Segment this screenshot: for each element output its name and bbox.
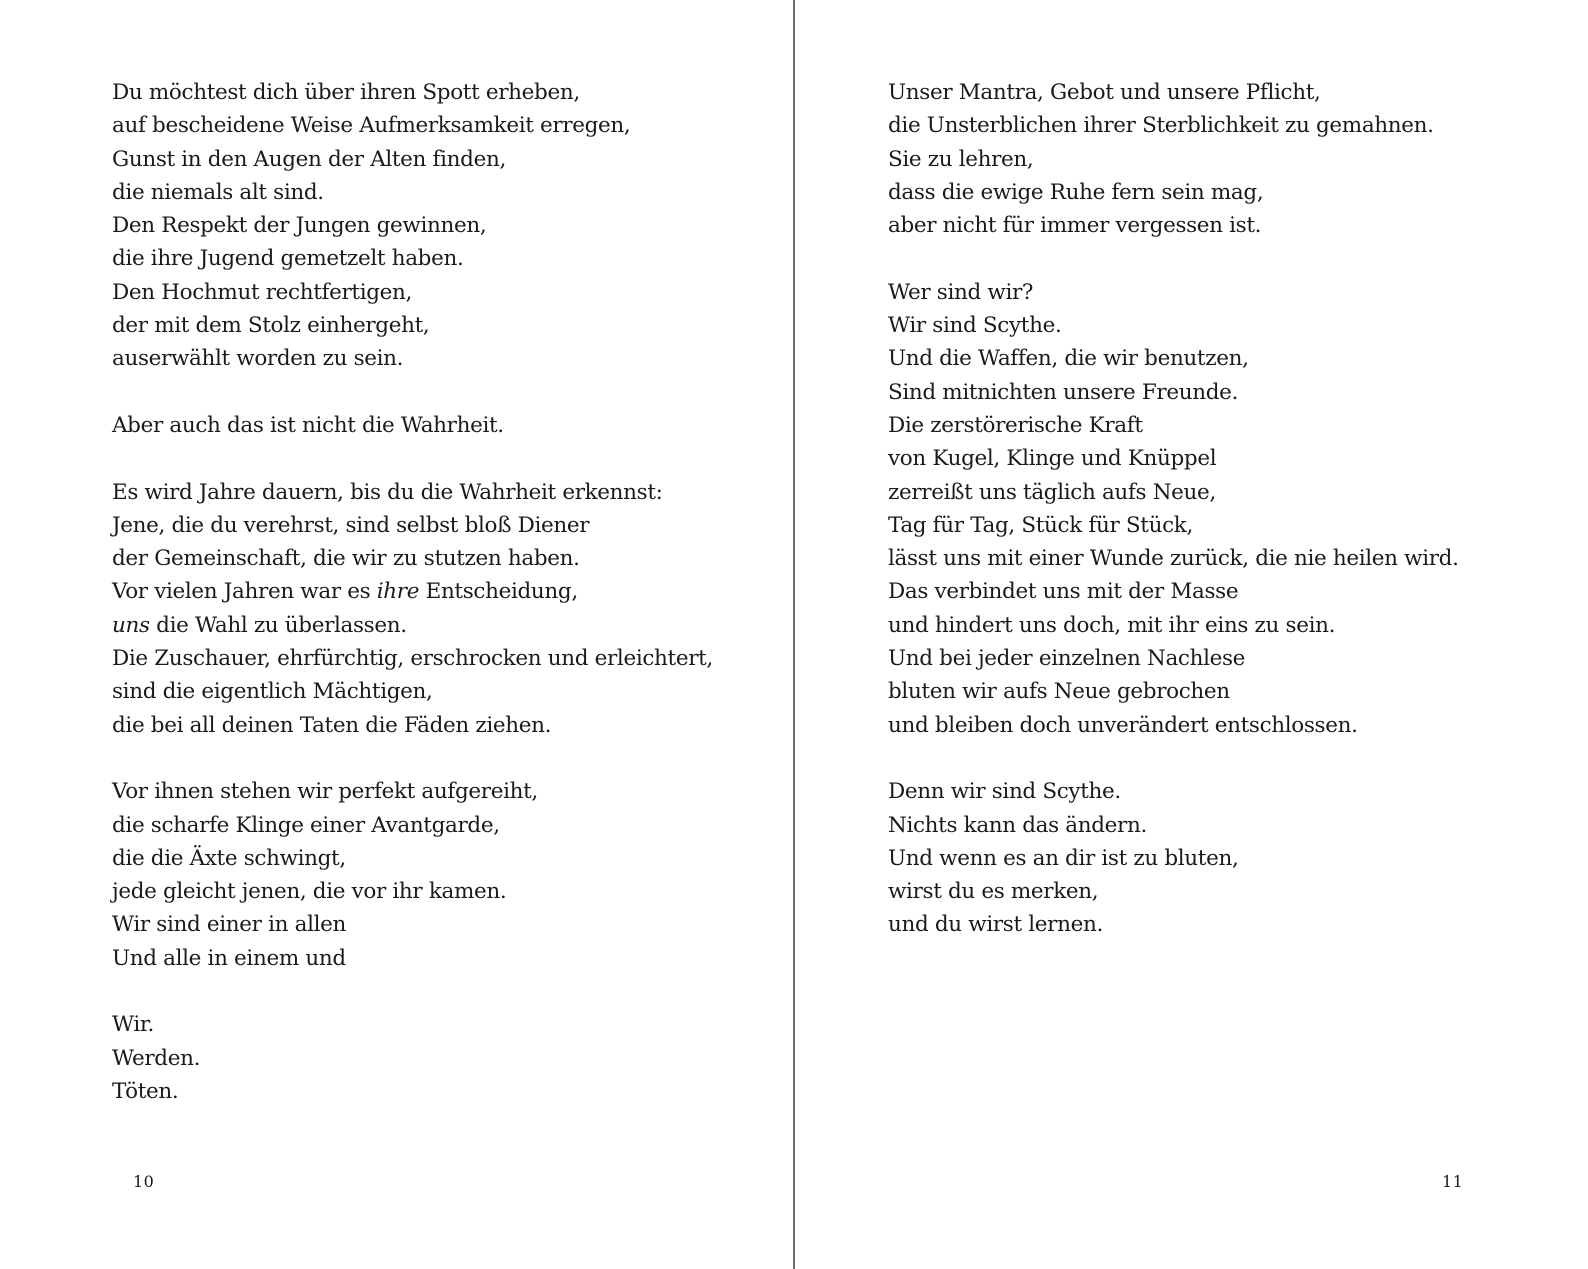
poem-line: die niemals alt sind. — [112, 179, 324, 205]
poem-line: der mit dem Stolz einhergeht, — [112, 313, 430, 339]
poem-line: Aber auch das ist nicht die Wahrheit. — [112, 412, 504, 438]
poem-line: auserwählt worden zu sein. — [112, 346, 404, 372]
poem-line: Wir sind einer in allen — [112, 912, 346, 938]
poem-line: Wir sind Scythe. — [888, 313, 1062, 339]
poem-line: Und wenn es an dir ist zu bluten, — [888, 845, 1239, 871]
poem-line: die ihre Jugend gemetzelt haben. — [112, 246, 464, 272]
stanza — [112, 1008, 713, 1108]
poem-line: Den Respekt der Jungen gewinnen, — [112, 213, 487, 239]
poem-line: Und alle in einem und — [112, 945, 346, 971]
line-text: die Wahl zu überlassen. — [149, 612, 407, 638]
stanza — [112, 476, 713, 742]
poem-line: Nichts kann das ändern. — [888, 812, 1147, 838]
poem-line: Werden. — [112, 1045, 201, 1071]
page-number-left: 10 — [133, 1172, 155, 1191]
poem-line: sind die eigentlich Mächtigen, — [112, 679, 433, 705]
line-text: Entscheidung, — [419, 579, 578, 605]
poem-line: Das verbindet uns mit der Masse — [888, 579, 1239, 605]
poem-line: lässt uns mit einer Wunde zurück, die nie heilen wird. — [888, 546, 1459, 572]
poem-line: Und bei jeder einzelnen Nachlese — [888, 646, 1246, 672]
line-text: Vor vielen Jahren war es — [112, 579, 377, 605]
poem-line: Den Hochmut rechtfertigen, — [112, 279, 413, 305]
poem-line — [112, 575, 713, 608]
poem-line: zerreißt uns täglich aufs Neue, — [888, 479, 1216, 505]
poem-line: Die zerstörerische Kraft — [888, 412, 1143, 438]
poem-line: Du möchtest dich über ihren Spott erheben, — [112, 80, 580, 105]
poem-line: Es wird Jahre dauern, bis du die Wahrheit erkennst: — [112, 479, 663, 505]
poem-line: Töten. — [112, 1078, 179, 1104]
poem-line: die Unsterblichen ihrer Sterblichkeit zu gemahnen. — [888, 113, 1434, 139]
poem-line: Jene, die du verehrst, sind selbst bloß Diener — [112, 512, 590, 538]
italic-emphasis: uns — [112, 612, 150, 638]
italic-emphasis: ihre — [376, 579, 420, 605]
stanza — [112, 775, 713, 975]
stanza — [888, 775, 1459, 941]
poem-line: und hindert uns doch, mit ihr eins zu sein. — [888, 612, 1336, 638]
poem-line: Tag für Tag, Stück für Stück, — [888, 512, 1193, 538]
poem-line: Gunst in den Augen der Alten finden, — [112, 146, 506, 172]
poem-line: Wer sind wir? — [888, 279, 1034, 305]
poem-line — [112, 609, 713, 642]
poem-line: auf bescheidene Weise Aufmerksamkeit erregen, — [112, 113, 631, 139]
page-number-right: 11 — [1442, 1172, 1464, 1191]
poem-line: die die Äxte schwingt, — [112, 845, 346, 871]
gutter-divider — [793, 0, 795, 1269]
poem-line: Die Zuschauer, ehrfürchtig, erschrocken und erleichtert, — [112, 646, 713, 672]
poem-line: dass die ewige Ruhe fern sein mag, — [888, 179, 1264, 205]
stanza — [888, 276, 1459, 742]
poem-line: die scharfe Klinge einer Avantgarde, — [112, 812, 500, 838]
stanza — [112, 409, 713, 442]
stanza — [112, 76, 713, 376]
poem-line: und bleiben doch unverändert entschlossen. — [888, 712, 1358, 738]
poem-line: Sie zu lehren, — [888, 146, 1034, 172]
poem-line: Unser Mantra, Gebot und unsere Pflicht, — [888, 80, 1321, 105]
right-page-poem — [888, 76, 1459, 942]
poem-line: bluten wir aufs Neue gebrochen — [888, 679, 1230, 705]
stanza — [888, 76, 1459, 242]
poem-line: jede gleicht jenen, die vor ihr kamen. — [112, 879, 507, 905]
poem-line: Denn wir sind Scythe. — [888, 779, 1121, 805]
poem-line: aber nicht für immer vergessen ist. — [888, 213, 1262, 239]
poem-line: Sind mitnichten unsere Freunde. — [888, 379, 1238, 405]
poem-line: der Gemeinschaft, die wir zu stutzen haben. — [112, 546, 580, 572]
left-page-poem — [112, 76, 713, 1108]
poem-line: wirst du es merken, — [888, 879, 1099, 905]
left-page — [0, 0, 793, 1269]
poem-line: die bei all deinen Taten die Fäden ziehen. — [112, 712, 552, 738]
poem-line: Vor ihnen stehen wir perfekt aufgereiht, — [112, 779, 538, 805]
right-page — [796, 0, 1588, 1269]
poem-line: Wir. — [112, 1012, 154, 1038]
poem-line: Und die Waffen, die wir benutzen, — [888, 346, 1249, 372]
poem-line: von Kugel, Klinge und Knüppel — [888, 446, 1217, 472]
poem-line: und du wirst lernen. — [888, 912, 1103, 938]
